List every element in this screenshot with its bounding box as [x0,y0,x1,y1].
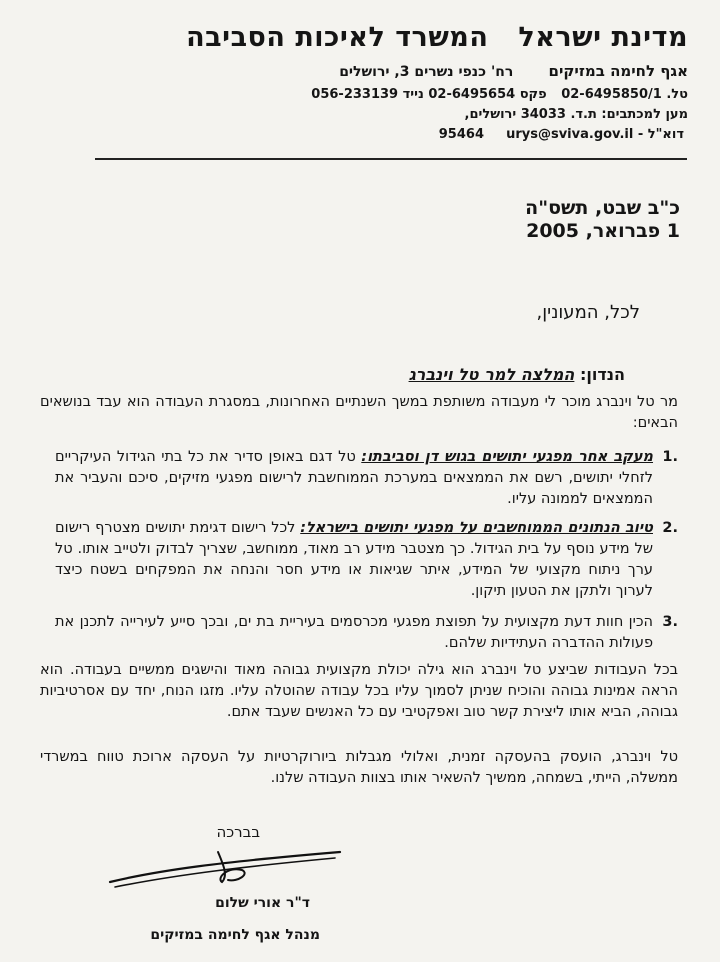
contact-line [311,87,688,102]
email-label: דוא"ל - [637,127,684,142]
letterhead-title [186,22,688,53]
department-name: אגף לחימה במזיקים [548,62,688,80]
state-name: מדינת ישראל [518,22,688,53]
list-item [55,447,678,510]
item-number: .1 [662,449,678,465]
intro-paragraph: מר טל וינברג מוכר לי מעבודה משותפת במשך השנתיים האחרונות, במסגרת העבודה הוא עבד בנושאים הבאים: [40,394,678,431]
mobile-label: נייד [402,87,424,102]
zip-code: 95464 [438,127,484,142]
closing: בברכה [216,823,260,841]
handwritten-signature [100,832,350,892]
body-paragraph-2: טל וינברג, הועסק בהעסקה זמנית, ואלולי מגבלות ביורוקרטיות על העסקה ארוכת טווח במשרדי ממשלה, הייתי, בשמחה, ממשיך להשאיר אותו בצוות העבודה שלנו. [40,749,678,786]
subject-line [409,365,625,384]
list-item [55,612,678,654]
email-row [506,127,684,142]
list-item [55,518,678,602]
date-hebrew: כ"ב שבט, תשס"ה [525,197,680,219]
item-number: .2 [662,520,678,536]
po-box: ת.ד. 34033 ירושלים, [464,107,597,122]
street-address: רח' כנפי נשרים 3, ירושלים [339,64,514,80]
mailing-address-line [465,107,688,122]
greeting: לכל, המעונין, [536,302,640,323]
letterhead-divider [95,158,687,160]
subject-label: הנדון: [579,365,625,384]
item-number: .3 [662,614,678,630]
phone-label: טל. [666,87,688,102]
body-paragraph-1: בכל העבודות שביצע טל וינברג הוא גילה יכולת מקצועית גבוהה מאוד והישגים ממשיים בעבודה. הוא הראה אמינות גבוהה והוכיח שניתן לסמוך עליו בכל עבודה שהוטלה עליו. מזגו הנוח, יחד עם אסרטיביות גבוהה, הביא אותו ליצירת קשר טוב ואפקטיבי עם כל האנשים שעבד אתם. [40,662,678,720]
item-heading: טיוב הנתונים הממוחשבים על מפגעי יתושים בישראל: [300,520,653,536]
date-gregorian: 1 פברואר, 2005 [526,220,680,242]
email-address: urys@sviva.gov.il [506,127,634,142]
subject-text: המלצה למר טל וינברג [408,365,575,384]
letterhead-department [339,62,688,80]
mobile-number: 056-233139 [311,87,399,102]
item-heading: מעקב אחר מפגעי יתושים בגוש דן וסביבתו: [361,449,654,465]
phone-number: 02-6495850/1 [561,87,662,102]
item-text: לכל רישום דגימת יתושים מצטרף רישום של מידע נוסף על בית הגידול. כך מצטבר מידע רב מאוד, ממוחשב, שצריך לבדוק ולטייב אותו. טל ערך ניתוח מקצועי של המידע, איתר שגיאות או מידע חסר והנחה את המפקחים בשטח כיצד לערוך ולתקן את הטעון תיקון. [55,520,653,599]
item-text: הכין חוות דעת מקצועית על תפוצת מפגעי מכרסמים בעיריית בת ים, ובכך סייע לעירייה לתכנן את פעולות ההדברה העתידיות שלהם. [55,614,653,651]
signer-title: מנהל אגף לחימה במזיקים [150,927,320,943]
item-text: טל דגם באופן סדיר את כל בתי הגידול העיקריים לזחלי יתושים, רשם את הממצאים במערכת הממוחשבת לרישום מפגעי מזיקים, סיכם והעביר את הממצאים לממונה עליו. [55,449,653,507]
ministry-name: המשרד לאיכות הסביבה [186,22,489,53]
mail-label: מען למכתבים: [601,107,688,122]
fax-number: 02-6495654 [428,87,516,102]
fax-label: פקס [519,87,547,102]
signer-name: ד"ר אורי שלום [215,895,310,911]
